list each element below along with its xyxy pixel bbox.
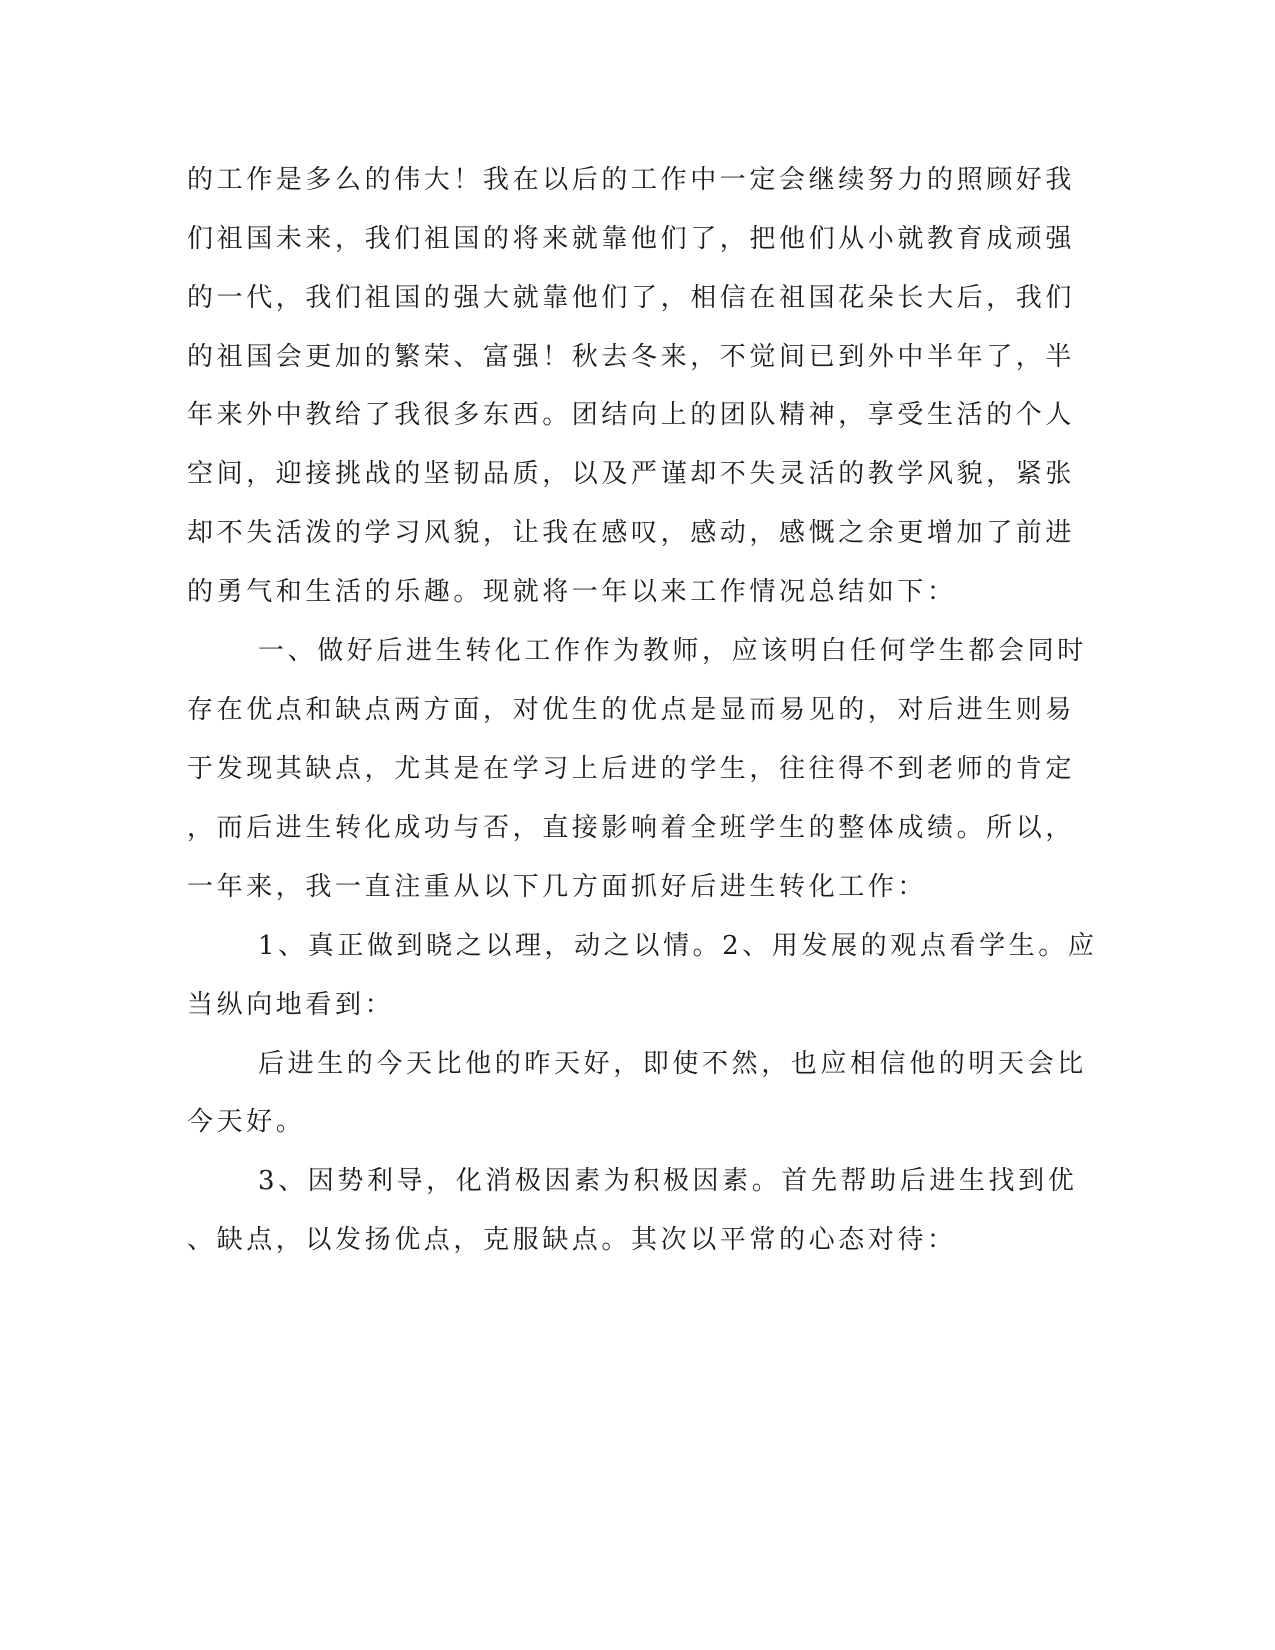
- text-line: 今天好。: [187, 1107, 306, 1137]
- paragraph-start-line: 1、真正做到晓之以理，动之以情。2、用发展的观点看学生。应: [258, 931, 1098, 961]
- text-line: 存在优点和缺点两方面，对优生的优点是显而易见的，对后进生则易: [187, 695, 1076, 725]
- text-line: 空间，迎接挑战的坚韧品质，以及严谨却不失灵活的教学风貌，紧张: [187, 459, 1076, 489]
- paragraph-start-line: 3、因势利导，化消极因素为积极因素。首先帮助后进生找到优: [258, 1166, 1078, 1196]
- text-line: 当纵向地看到：: [187, 990, 395, 1020]
- text-line: 们祖国未来，我们祖国的将来就靠他们了，把他们从小就教育成顽强: [187, 224, 1076, 254]
- paragraph-start-line: 后进生的今天比他的昨天好，即使不然，也应相信他的明天会比: [258, 1049, 1087, 1079]
- text-line: 却不失活泼的学习风貌，让我在感叹，感动，感慨之余更增加了前进: [187, 518, 1076, 548]
- text-line: 、缺点，以发扬优点，克服缺点。其次以平常的心态对待：: [187, 1225, 957, 1255]
- text-line: 的勇气和生活的乐趣。现就将一年以来工作情况总结如下：: [187, 577, 957, 607]
- text-line: ，而后进生转化成功与否，直接影响着全班学生的整体成绩。所以，: [187, 813, 1076, 843]
- text-line: 的祖国会更加的繁荣、富强！秋去冬来，不觉间已到外中半年了，半: [187, 342, 1076, 372]
- text-line: 于发现其缺点，尤其是在学习上后进的学生，往往得不到老师的肯定: [187, 754, 1076, 784]
- text-line: 一年来，我一直注重从以下几方面抓好后进生转化工作：: [187, 872, 928, 902]
- text-line: 的工作是多么的伟大！我在以后的工作中一定会继续努力的照顾好我: [187, 165, 1076, 195]
- text-line: 年来外中教给了我很多东西。团结向上的团队精神，享受生活的个人: [187, 400, 1076, 430]
- text-line: 的一代，我们祖国的强大就靠他们了，相信在祖国花朵长大后，我们: [187, 283, 1076, 313]
- paragraph-start-line: 一、做好后进生转化工作作为教师，应该明白任何学生都会同时: [258, 636, 1087, 666]
